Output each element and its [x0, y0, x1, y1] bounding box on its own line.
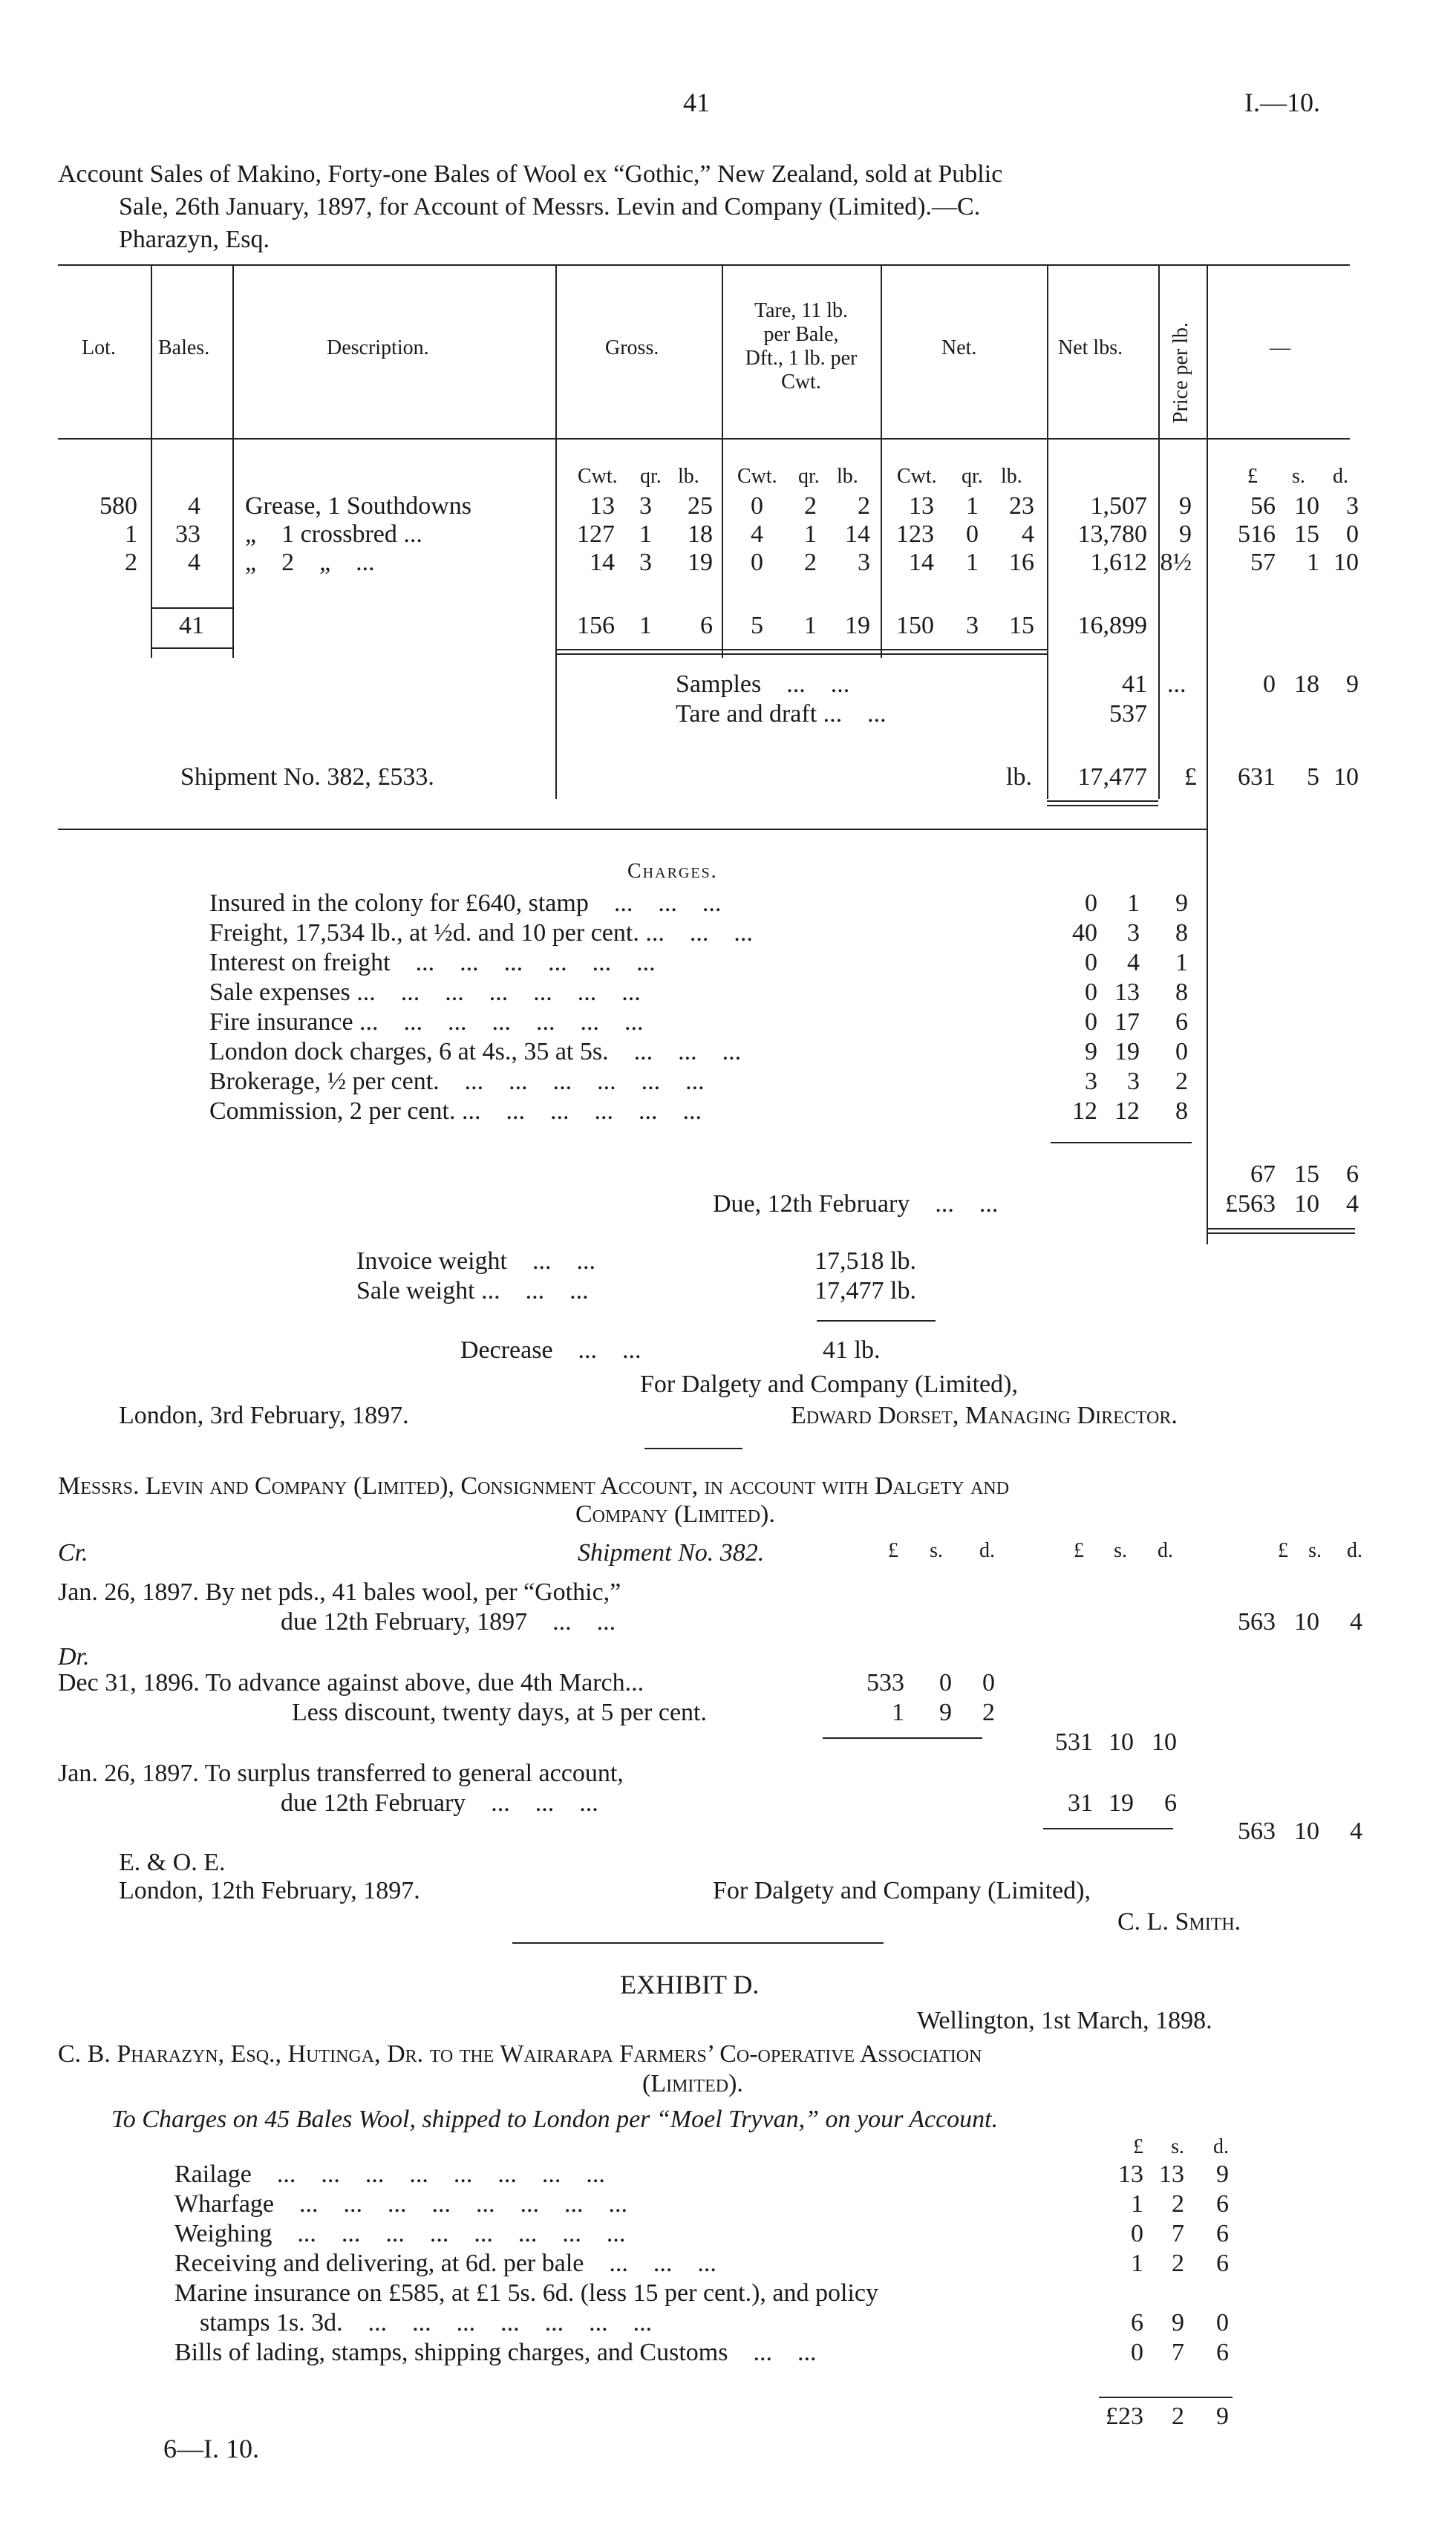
tare-draft-lbs: 537: [1109, 700, 1147, 728]
total-tare-pence: 19: [845, 612, 870, 639]
row-net-pounds: 123: [896, 520, 934, 548]
charges-title: Charges.: [627, 860, 718, 883]
entry2-discount-pounds: 1: [892, 1699, 904, 1726]
invoice-weight-label: Invoice weight ... ...: [356, 1247, 595, 1275]
row-lot: 2: [125, 549, 137, 576]
due-amount-pounds: £563: [1225, 1190, 1276, 1218]
subhead-shilling: s.: [1292, 465, 1305, 488]
row-gross-shillings: 3: [639, 549, 652, 576]
entry2-net-shillings: 10: [1109, 1728, 1134, 1756]
row-net-shillings: 0: [966, 520, 979, 548]
exhibit-charge-value-pounds: 1: [1131, 2250, 1143, 2277]
charge-value-shillings: 3: [1127, 1068, 1140, 1095]
charge-value-pounds: 0: [1085, 949, 1097, 976]
charge-label: Insured in the colony for £640, stamp ... ... ...: [209, 889, 722, 917]
signoff-for: For Dalgety and Company (Limited),: [640, 1371, 1018, 1398]
row-tare-pence: 14: [845, 520, 870, 548]
consignment-total-shillings: 10: [1294, 1818, 1319, 1845]
entry1-line2: due 12th February, 1897 ... ...: [281, 1608, 616, 1636]
subhead-qr: qr.: [798, 465, 820, 488]
bales-total-rule: [151, 607, 232, 609]
charge-value-shillings: 4: [1127, 949, 1140, 976]
samples-amount-pence: 9: [1346, 670, 1359, 698]
charge-value-pence: 8: [1175, 979, 1188, 1006]
lsd-head: £: [888, 1539, 898, 1562]
row-amount-pence: 10: [1333, 549, 1359, 576]
row-tare-pence: 2: [858, 492, 870, 520]
exhibit-total-shillings: 2: [1172, 2403, 1184, 2430]
row-tare-shillings: 2: [804, 492, 817, 520]
row-amount-pence: 0: [1346, 520, 1359, 548]
charge-value-pounds: 0: [1085, 889, 1097, 917]
charges-sum-rule: [1051, 1142, 1192, 1143]
col-header-price-per-lb: Price per lb.: [1169, 321, 1192, 423]
shipment-unit: lb.: [1006, 763, 1032, 791]
entry2-line2: Less discount, twenty days, at 5 per cent.: [292, 1699, 707, 1726]
entry1-amount-pounds: 563: [1238, 1608, 1276, 1636]
exhibit-charge-value-pounds: 0: [1131, 2220, 1143, 2247]
subhead-cwt: Cwt.: [897, 465, 937, 488]
row-net-lbs: 1,612: [1090, 549, 1147, 576]
exhibit-charge-value-shillings: 9: [1172, 2309, 1184, 2337]
due-underline: [1207, 1228, 1355, 1230]
row-gross-pounds: 13: [590, 492, 615, 520]
col-rule: [232, 264, 234, 658]
charge-label: Commission, 2 per cent. ... ... ... ... ... ...: [209, 1097, 702, 1125]
charge-label: London dock charges, 6 at 4s., 35 at 5s. ... ... ...: [209, 1038, 742, 1065]
row-gross-pounds: 127: [577, 520, 615, 548]
entry3-amount-pounds: 31: [1068, 1789, 1093, 1817]
charge-value-shillings: 1: [1127, 889, 1140, 917]
charge-value-pounds: 12: [1072, 1097, 1097, 1125]
charge-value-shillings: 12: [1114, 1097, 1140, 1125]
signoff-signer: Edward Dorset, Managing Director.: [791, 1402, 1178, 1429]
bales-total-underline: [151, 647, 232, 649]
charge-label: Fire insurance ... ... ... ... ... ... ...: [209, 1008, 644, 1036]
row-bales: 4: [188, 492, 200, 520]
row-lot: 580: [99, 492, 137, 520]
subhead-lb: lb.: [1001, 465, 1022, 488]
subhead-lb: lb.: [678, 465, 699, 488]
charge-label: Brokerage, ½ per cent. ... ... ... ... ... ...: [209, 1068, 705, 1095]
exhibit-charge-label: Receiving and delivering, at 6d. per bale ... ... ...: [174, 2250, 716, 2277]
entry3-line1: Jan. 26, 1897. To surplus transferred to general account,: [58, 1760, 624, 1787]
exhibit-charge-value-pounds: 13: [1118, 2161, 1143, 2188]
consignment-signer: C. L. Smith.: [1117, 1908, 1241, 1936]
subhead-qr: qr.: [640, 465, 662, 488]
row-tare-shillings: 2: [804, 549, 817, 576]
exhibit-charge-value-pounds: 0: [1131, 2339, 1143, 2366]
charge-value-pence: 2: [1175, 1068, 1188, 1095]
consignment-shipment: Shipment No. 382.: [578, 1539, 765, 1567]
row-lot: 1: [125, 520, 137, 548]
row-net-pence: 4: [1022, 520, 1034, 548]
charge-value-pence: 0: [1175, 1038, 1188, 1065]
exhibit-title: EXHIBIT D.: [620, 1970, 760, 1999]
table-header-rule: [58, 438, 1350, 440]
total-tare-pounds: 5: [751, 612, 763, 639]
subhead-qr: qr.: [962, 465, 983, 488]
weights-total-underline-2: [555, 653, 1047, 655]
exhibit-charge-value-pounds: 6: [1131, 2309, 1143, 2337]
col-header-net-lbs: Net lbs.: [1058, 336, 1123, 359]
subhead-cwt: Cwt.: [578, 465, 618, 488]
row-net-lbs: 1,507: [1090, 492, 1147, 520]
charge-label: Freight, 17,534 lb., at ½d. and 10 per cent. ... ... ...: [209, 919, 753, 947]
decrease-label: Decrease ... ...: [460, 1336, 642, 1364]
samples-amount-shillings: 18: [1294, 670, 1319, 698]
table-top-rule: [58, 264, 1350, 266]
row-net-pence: 16: [1009, 549, 1034, 576]
row-tare-pounds: 0: [751, 492, 763, 520]
total-net-pence: 15: [1009, 612, 1034, 639]
total-bales: 41: [179, 612, 204, 639]
entry2-line1: Dec 31, 1896. To advance against above, due 4th March...: [58, 1669, 644, 1697]
lsd-head: d.: [1347, 1539, 1362, 1562]
entry2-net-pence: 10: [1152, 1728, 1177, 1756]
col-header-description: Description.: [327, 336, 429, 359]
row-net-pence: 23: [1009, 492, 1034, 520]
total-gross-pence: 6: [700, 612, 713, 639]
row-amount-shillings: 15: [1294, 520, 1319, 548]
entry2-amount-pounds: 533: [866, 1669, 904, 1697]
dr-label: Dr.: [58, 1643, 90, 1671]
charge-label: Sale expenses ... ... ... ... ... ... ...: [209, 979, 641, 1006]
total-net-shillings: 3: [966, 612, 979, 639]
exhibit-charge-label: Bills of lading, stamps, shipping charges, and Customs ... ...: [174, 2339, 817, 2366]
col-rule: [151, 264, 152, 658]
due-amount-pence: 4: [1346, 1190, 1359, 1218]
lsd-head: £: [1278, 1539, 1288, 1562]
lsd-head: d.: [1158, 1539, 1173, 1562]
shipment-lbs: 17,477: [1077, 763, 1147, 791]
entry1-amount-shillings: 10: [1294, 1608, 1319, 1636]
row-gross-shillings: 3: [639, 492, 652, 520]
entry3-amount-shillings: 19: [1109, 1789, 1134, 1817]
col-header-net: Net.: [941, 336, 977, 359]
charge-value-pounds: 0: [1085, 979, 1097, 1006]
charge-value-pence: 9: [1175, 889, 1188, 917]
col-header-bales: Bales.: [158, 336, 210, 359]
signoff-place-date: London, 3rd February, 1897.: [119, 1402, 409, 1429]
total-gross-shillings: 1: [639, 612, 652, 639]
col-rule: [722, 264, 723, 658]
charge-value-pounds: 3: [1085, 1068, 1097, 1095]
weight-diff-rule: [817, 1320, 936, 1322]
row-amount-shillings: 10: [1294, 492, 1319, 520]
tare-draft-label: Tare and draft ... ...: [676, 700, 887, 728]
shipment-underline-2: [1047, 805, 1158, 806]
row-amount-pounds: 57: [1250, 549, 1276, 576]
entry3-line2: due 12th February ... ... ...: [281, 1789, 598, 1817]
exhibit-charge-value-pence: 6: [1216, 2190, 1229, 2218]
row-description: „ 1 crossbred ...: [245, 520, 422, 548]
col-header-amount: —: [1270, 336, 1290, 359]
consignment-place-date: London, 12th February, 1897.: [119, 1877, 420, 1904]
exhibit-charge-label: Marine insurance on £585, at £1 5s. 6d. (less 15 per cent.), and policy: [174, 2279, 878, 2307]
exhibit-subtitle: To Charges on 45 Bales Wool, shipped to London per “Moel Tryvan,” on your Account.: [111, 2106, 999, 2133]
entry2-net-pounds: 531: [1055, 1728, 1093, 1756]
shipment-amount-pence: 10: [1333, 763, 1359, 791]
row-net-lbs: 13,780: [1077, 520, 1147, 548]
charge-value-pounds: 0: [1085, 1008, 1097, 1036]
charge-value-pence: 8: [1175, 919, 1188, 947]
col-header-tare-2: per Bale,: [763, 323, 839, 346]
row-gross-pence: 19: [688, 549, 713, 576]
due-amount-shillings: 10: [1294, 1190, 1319, 1218]
entry3-amount-pence: 6: [1164, 1789, 1177, 1817]
row-net-shillings: 1: [966, 549, 979, 576]
row-gross-pounds: 14: [590, 549, 615, 576]
entry2-discount-pence: 2: [982, 1699, 995, 1726]
consignment-title-line1: Messrs. Levin and Company (Limited), Consignment Account, in account with Dalgety and: [58, 1472, 1010, 1500]
entry1-amount-pence: 4: [1350, 1608, 1362, 1636]
exhibit-charge-value-shillings: 7: [1172, 2339, 1184, 2366]
total-net-pounds: 150: [896, 612, 934, 639]
col-header-tare-4: Cwt.: [781, 370, 821, 394]
charge-value-shillings: 3: [1127, 919, 1140, 947]
entry2-amount-shillings: 0: [939, 1669, 952, 1697]
due-underline-2: [1207, 1232, 1355, 1234]
charge-value-pence: 1: [1175, 949, 1188, 976]
consignment-title-line2: Company (Limited).: [575, 1501, 775, 1528]
shipment-label: Shipment No. 382, £533.: [180, 763, 434, 791]
row-amount-pence: 3: [1346, 492, 1359, 520]
row-amount-pounds: 56: [1250, 492, 1276, 520]
row-amount-pounds: 516: [1238, 520, 1276, 548]
exhibit-charge-value-pence: 6: [1216, 2250, 1229, 2277]
signature-mark: 6—I. 10.: [163, 2434, 259, 2463]
exhibit-lsd-head: £: [1133, 2135, 1143, 2158]
lsd-head: s.: [930, 1539, 943, 1562]
shipment-amount-pounds: 631: [1238, 763, 1276, 791]
exhibit-charge-label: Railage ... ... ... ... ... ... ... ...: [174, 2161, 605, 2188]
section-divider: [644, 1448, 742, 1449]
col-header-tare-1: Tare, 11 lb.: [754, 299, 849, 322]
document-reference: I.—10.: [1244, 88, 1320, 117]
exhibit-total-pounds: £23: [1106, 2403, 1143, 2430]
row-tare-pounds: 4: [751, 520, 763, 548]
exhibit-charge-value-pence: 9: [1216, 2161, 1229, 2188]
exhibit-line1: C. B. Pharazyn, Esq., Hutinga, Dr. to the Wairarapa Farmers’ Co-operative Association: [58, 2040, 982, 2068]
section-divider: [512, 1942, 884, 1944]
exhibit-charge-value-shillings: 7: [1172, 2220, 1184, 2247]
samples-amount-pounds: 0: [1263, 670, 1276, 698]
consignment-total-pence: 4: [1350, 1818, 1362, 1845]
due-label: Due, 12th February ... ...: [713, 1190, 999, 1218]
shipment-underline: [1047, 800, 1158, 802]
samples-lbs: 41: [1122, 670, 1147, 698]
entry1-line1: Jan. 26, 1897. By net pds., 41 bales wool, per “Gothic,”: [58, 1578, 621, 1606]
total-gross-pounds: 156: [577, 612, 615, 639]
row-net-shillings: 1: [966, 492, 979, 520]
shipment-currency: £: [1184, 763, 1197, 791]
exhibit-date: Wellington, 1st March, 1898.: [917, 2007, 1212, 2034]
subhead-pound: £: [1247, 465, 1258, 488]
cr-label: Cr.: [58, 1539, 88, 1567]
total-net-lbs: 16,899: [1077, 612, 1147, 639]
exhibit-charge-label: Weighing ... ... ... ... ... ... ... ...: [174, 2220, 626, 2247]
exhibit-sum-rule: [1099, 2397, 1233, 2398]
subhead-pence: d.: [1333, 465, 1348, 488]
shipment-amount-shillings: 5: [1307, 763, 1319, 791]
row-bales: 33: [175, 520, 200, 548]
exhibit-lsd-head: s.: [1171, 2135, 1184, 2158]
col-header-gross: Gross.: [605, 336, 659, 359]
sale-weight-label: Sale weight ... ... ...: [356, 1277, 589, 1304]
row-gross-shillings: 1: [639, 520, 652, 548]
row-price: 8½: [1160, 549, 1192, 576]
charges-top-rule: [58, 829, 1207, 830]
total-tare-shillings: 1: [804, 612, 817, 639]
eoe: E. & O. E.: [119, 1849, 226, 1876]
charges-total-shillings: 15: [1294, 1160, 1319, 1188]
samples-label: Samples ... ...: [676, 670, 850, 698]
row-tare-pence: 3: [858, 549, 870, 576]
charge-value-pounds: 9: [1085, 1038, 1097, 1065]
row-gross-pence: 18: [688, 520, 713, 548]
row-description: Grease, 1 Southdowns: [245, 492, 472, 520]
exhibit-charge-value-shillings: 2: [1172, 2190, 1184, 2218]
sale-weight-value: 17,477 lb.: [814, 1277, 916, 1304]
row-gross-pence: 25: [688, 492, 713, 520]
account-sales-title-line3: Pharazyn, Esq.: [119, 226, 270, 253]
row-bales: 4: [188, 549, 200, 576]
lsd-head: s.: [1308, 1539, 1322, 1562]
row-net-pounds: 14: [909, 549, 934, 576]
charge-value-shillings: 13: [1114, 979, 1140, 1006]
row-description: „ 2 „ ...: [245, 549, 375, 576]
account-sales-title-line2: Sale, 26th January, 1897, for Account of Messrs. Levin and Company (Limited).—C.: [119, 193, 981, 221]
exhibit-charge-value-pence: 6: [1216, 2220, 1229, 2247]
weights-total-underline: [555, 649, 1047, 650]
exhibit-charge-value-shillings: 13: [1159, 2161, 1184, 2188]
lsd-head: d.: [979, 1539, 995, 1562]
charge-value-pence: 8: [1175, 1097, 1188, 1125]
lsd-head: s.: [1114, 1539, 1127, 1562]
charge-value-shillings: 19: [1114, 1038, 1140, 1065]
exhibit-line2: (Limited).: [642, 2070, 743, 2097]
row-tare-shillings: 1: [804, 520, 817, 548]
charge-label: Interest on freight ... ... ... ... ... ...: [209, 949, 656, 976]
row-price: 9: [1179, 520, 1192, 548]
consignment-for: For Dalgety and Company (Limited),: [713, 1877, 1091, 1904]
page-number: 41: [683, 88, 710, 117]
col-rule: [1207, 264, 1208, 1244]
charge-value-shillings: 17: [1114, 1008, 1140, 1036]
row-net-pounds: 13: [909, 492, 934, 520]
decrease-value: 41 lb.: [823, 1336, 881, 1364]
charges-total-pence: 6: [1346, 1160, 1359, 1188]
exhibit-charge-value-shillings: 2: [1172, 2250, 1184, 2277]
col-header-lot: Lot.: [82, 336, 116, 359]
subhead-cwt: Cwt.: [737, 465, 777, 488]
entry2-amount-pence: 0: [982, 1669, 995, 1697]
exhibit-charge-value-pence: 6: [1216, 2339, 1229, 2366]
entry2-discount-shillings: 9: [939, 1699, 952, 1726]
exhibit-charge-value-pounds: 1: [1131, 2190, 1143, 2218]
col-header-tare-3: Dft., 1 lb. per: [745, 347, 858, 370]
charge-value-pounds: 40: [1072, 919, 1097, 947]
charges-total-pounds: 67: [1250, 1160, 1276, 1188]
exhibit-charge-label: stamps 1s. 3d. ... ... ... ... ... ... ...: [174, 2309, 653, 2337]
charge-value-pence: 6: [1175, 1008, 1188, 1036]
lsd-head: £: [1074, 1539, 1084, 1562]
exhibit-lsd-head: d.: [1213, 2135, 1229, 2158]
col-rule: [881, 264, 882, 658]
row-amount-shillings: 1: [1307, 549, 1319, 576]
samples-dots: ...: [1167, 670, 1186, 698]
row-price: 9: [1179, 492, 1192, 520]
exhibit-charge-value-pence: 0: [1216, 2309, 1229, 2337]
invoice-weight-value: 17,518 lb.: [814, 1247, 916, 1275]
exhibit-total-pence: 9: [1216, 2403, 1229, 2430]
consignment-total-pounds: 563: [1238, 1818, 1276, 1845]
exhibit-charge-label: Wharfage ... ... ... ... ... ... ... ...: [174, 2190, 628, 2218]
account-sales-title-line1: Account Sales of Makino, Forty-one Bales of Wool ex “Gothic,” New Zealand, sold at Public: [58, 160, 1003, 188]
subhead-lb: lb.: [837, 465, 858, 488]
row-tare-pounds: 0: [751, 549, 763, 576]
